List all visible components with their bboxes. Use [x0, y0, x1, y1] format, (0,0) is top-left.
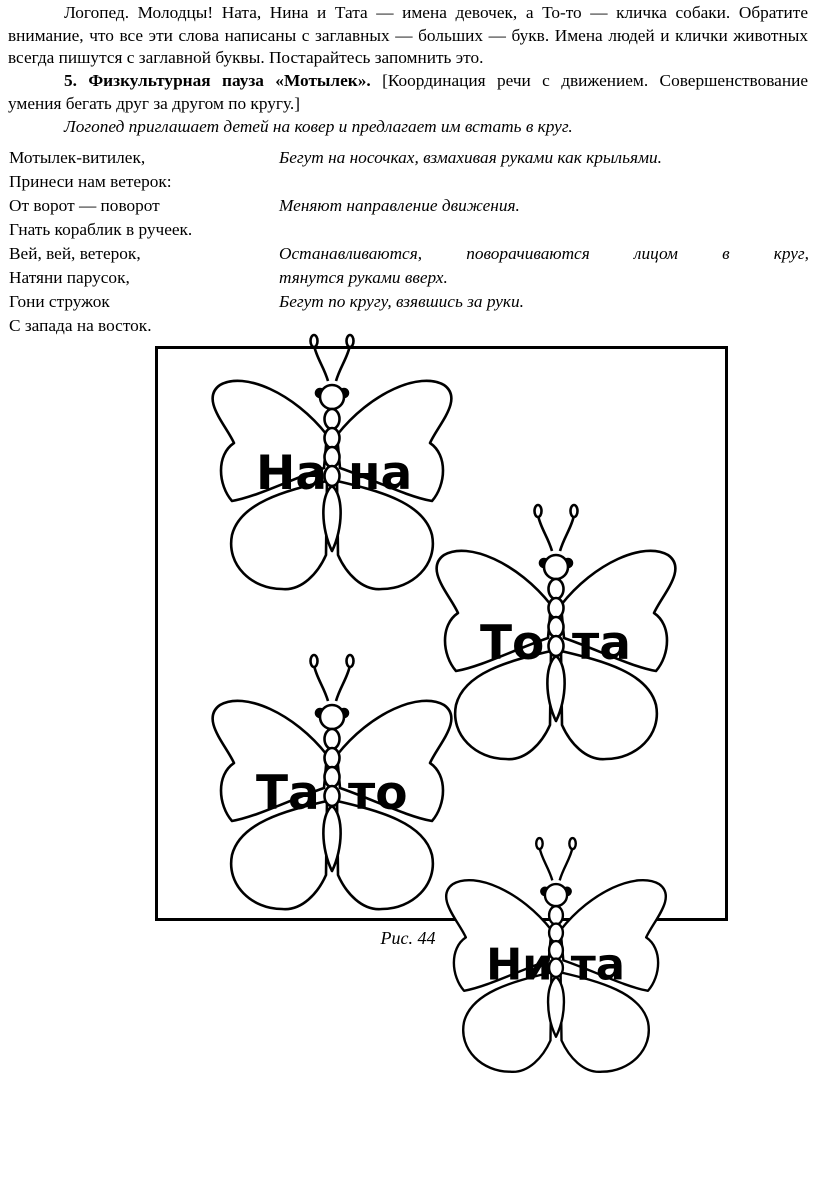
poem-movement: Бегут по кругу, взявшись за руки.: [279, 292, 524, 311]
poem-row: [9, 242, 809, 266]
exercise-title: 5. Физкультурная пауза «Мотылек».: [64, 71, 371, 90]
syllable-left: Та: [256, 766, 320, 821]
butterfly-card: [446, 838, 666, 1072]
poem-movement: [279, 218, 809, 242]
poem-row: [9, 194, 809, 218]
exercise-heading-paragraph: [8, 70, 808, 115]
syllable-right: та: [572, 616, 631, 671]
butterfly-card: [437, 505, 676, 759]
syllable-left: На: [256, 446, 328, 501]
poem-movement: Бегут на носочках, взмахивая руками как крыльями.: [279, 148, 662, 167]
syllable-left: То: [480, 616, 545, 671]
poem-movement: тянутся руками вверх.: [279, 268, 448, 287]
butterfly-card: [213, 655, 452, 909]
poem-verse: Мотылек-витилек,: [9, 148, 146, 167]
poem-row: [9, 146, 809, 170]
syllable-right: на: [348, 446, 413, 501]
butterfly-card: [213, 335, 452, 589]
poem-verse: Гони стружок: [9, 292, 110, 311]
poem-verse: С запада на восток.: [9, 316, 152, 335]
poem-verse: Натяни парусок,: [9, 268, 130, 287]
poem-verse: Гнать кораблик в ручеек.: [9, 220, 193, 239]
syllable-left: Ни: [486, 940, 553, 991]
poem-row: [9, 170, 809, 194]
poem-movement: Останавливаются, поворачиваются лицом в круг,: [279, 244, 809, 263]
intro-paragraph: Логопед. Молодцы! Ната, Нина и Тата — имена девочек, а То-то — кличка собаки. Обратите внимание, что все эти слова написаны с заглавных — больших — букв. Имена людей и клички животных всегда пишутся с заглавной буквы. Постарайтесь запомнить это.: [8, 3, 808, 67]
syllable-right: та: [570, 940, 625, 991]
poem-row: [9, 290, 809, 314]
poem-verse: Принеси нам ветерок:: [9, 172, 172, 191]
instruction-paragraph: Логопед приглашает детей на ковер и предлагает им встать в круг.: [64, 117, 573, 136]
poem-row: [9, 218, 809, 242]
poem-row: [9, 314, 809, 338]
figure-caption: Рис. 44: [380, 928, 436, 948]
poem-movement: [279, 170, 809, 194]
exercise-goal: [Координация речи с движением. Совершенствование умения бегать друг за другом по кругу.]: [8, 71, 808, 113]
poem-row: [9, 266, 809, 290]
syllable-right: то: [348, 766, 408, 821]
poem-movement: Меняют направление движения.: [279, 196, 520, 215]
poem-verse: Вей, вей, ветерок,: [9, 244, 141, 263]
poem-table: [9, 146, 809, 338]
poem-verse: От ворот — поворот: [9, 196, 160, 215]
poem-movement: [279, 314, 809, 338]
